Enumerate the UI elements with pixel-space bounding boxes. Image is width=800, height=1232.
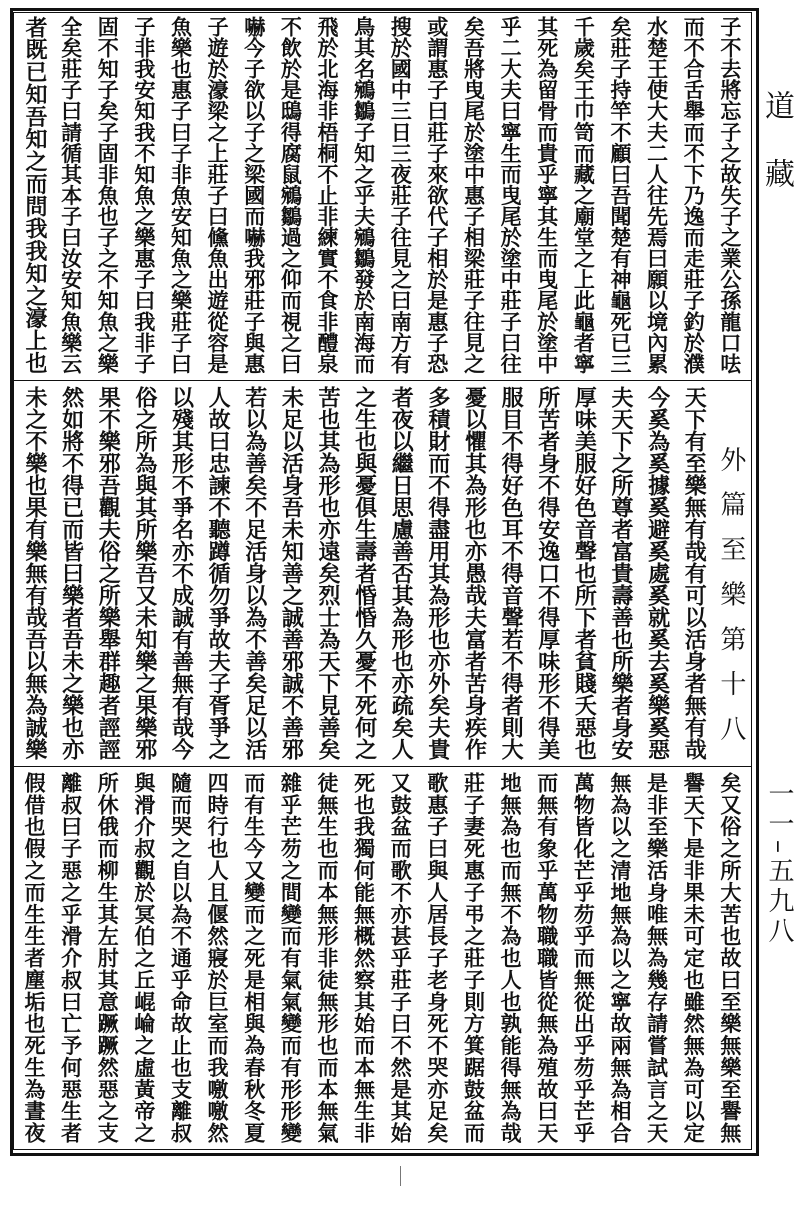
text-column: 與滑介叔觀於冥伯之丘崐崘之虛黃帝之	[131, 772, 157, 1144]
text-column: 全矣莊子曰請循其本子曰汝安知魚樂云	[58, 16, 84, 374]
text-column: 俗之所為與其所樂吾又未知樂之果樂邪	[131, 386, 158, 760]
text-column: 嚇今子欲以子之梁國而嚇我邪莊子與惠	[241, 16, 267, 374]
collection-name: 道藏	[759, 90, 794, 226]
text-column: 夫天下之所尊者富貴壽善也所樂者身安	[608, 386, 634, 760]
text-column: 假借也假之而生生者塵垢也死生為晝夜	[22, 772, 47, 1144]
panel-divider-2	[13, 766, 752, 767]
text-column: 服目不得好色耳不得音聲若不得者則大	[498, 386, 525, 760]
text-column: 而有生今又變而之死是相與為春秋冬夏	[241, 772, 267, 1144]
text-column: 矣吾將曳尾於塗中惠子相梁莊子往見之	[461, 16, 487, 374]
text-column: 今奚為奚據奚避奚處奚就奚去奚樂奚惡	[644, 386, 671, 760]
text-column: 果不樂邪吾觀夫俗之所樂舉群趣者誙誙	[95, 386, 122, 760]
text-column: 鳥其名鵷鶵子知之乎夫鵷鶵發於南海而	[351, 16, 377, 374]
text-panel-2	[18, 386, 747, 760]
text-column: 水楚王使大夫二人往先焉曰願以境內累	[644, 16, 670, 374]
text-column: 人故曰忠諫不聽蹲循勿爭故夫子胥爭之	[205, 386, 232, 760]
text-column: 矣又俗之所大苦也故曰至樂無樂至譽無	[717, 772, 743, 1144]
text-column: 多積財而不得盡用其為形也亦外矣夫貴	[424, 386, 451, 760]
text-column: 之生也與憂俱生壽者惛惛久憂不死何之	[351, 386, 378, 760]
text-column: 而不合舌舉而不下乃逸而走莊子釣於濮	[681, 16, 707, 374]
text-column: 所休俄而柳生其左肘其意蹶蹶然惡之支	[95, 772, 121, 1144]
text-column: 憂以懼其為形也亦愚哉夫富者苦身疾作	[461, 386, 488, 760]
text-column: 天下有至樂無有哉有可以活身者無有哉	[681, 386, 708, 760]
text-column: 不飲於是鴟得腐鼠鵷鶵過之仰而視之曰	[278, 16, 304, 374]
text-column: 離叔曰子惡之乎滑介叔曰亡予何惡生者	[58, 772, 84, 1144]
text-column: 者夜以繼日思慮善否其為形也亦疏矣人	[388, 386, 415, 760]
text-column: 莊子妻死惠子弔之莊子則方箕踞鼓盆而	[461, 772, 487, 1144]
text-column: 隨而哭之自以為不通乎命故止也支離叔	[168, 772, 194, 1144]
text-column: 死也我獨何能無概然察其始而本無生非	[351, 772, 377, 1144]
text-column: 是非至樂活身唯無為幾存請嘗試言之天	[644, 772, 670, 1144]
text-column: 然如將不得已而皆曰樂者吾未之樂也亦	[58, 386, 85, 760]
text-panel-1	[18, 16, 747, 374]
text-column: 未足以活身吾未知善之誠善邪誠不善邪	[278, 386, 305, 760]
text-panel-3	[18, 772, 747, 1144]
text-column: 四時行也人且偃然寢於巨室而我噭噭然	[205, 772, 231, 1144]
text-column: 子非我安知我不知魚之樂惠子曰我非子	[131, 16, 157, 374]
text-column: 厚味美服好色音聲也所下者貧賤夭惡也	[571, 386, 598, 760]
text-column: 乎二大夫曰寧生而曳尾於塗中莊子曰往	[498, 16, 524, 374]
text-column: 固不知子矣子固非魚也子之不知魚之樂	[95, 16, 121, 374]
text-column: 未之不樂也果有樂無有哉吾以無為誠樂	[22, 386, 48, 760]
text-column: 千歲矣王巾笥而藏之廟堂之上此龜者寧	[571, 16, 597, 374]
panel-divider-1	[13, 380, 752, 381]
text-column: 地無為也而無不為也人也孰能得無為哉	[498, 772, 524, 1144]
text-column: 若以為善矣不足活身以為不善矣足以活	[241, 386, 268, 760]
page-number: 一一–五九八	[764, 780, 794, 947]
text-column: 外篇至樂第十八	[715, 446, 746, 760]
text-column: 搜於國中三日三夜莊子往見之曰南方有	[388, 16, 414, 374]
text-column: 萬物皆化芒乎芴乎而無從出乎芴乎芒乎	[571, 772, 597, 1144]
text-column: 譽天下是非果未可定也雖然無為可以定	[681, 772, 707, 1144]
scan-mark	[400, 1166, 401, 1186]
text-column: 徒無生也而本無形非徒無形也而本無氣	[315, 772, 340, 1144]
text-column: 所苦者身不得安逸口不得厚味形不得美	[534, 386, 561, 760]
text-column: 苦也其為形也亦遠矣烈士為天下見善矣	[315, 386, 341, 760]
text-column: 或謂惠子曰莊子來欲代子相於是惠子恐	[424, 16, 450, 374]
text-column: 又鼓盆而歌不亦甚乎莊子曰不然是其始	[388, 772, 414, 1144]
text-column: 而無有象乎萬物職職皆從無為殖故曰天	[534, 772, 560, 1144]
text-column: 無為以之清地無為以之寧故兩無為相合	[608, 772, 633, 1144]
text-column: 者既已知吾知之而問我我知之濠上也	[22, 16, 48, 374]
text-column: 魚樂也惠子曰子非魚安知魚之樂莊子曰	[168, 16, 194, 374]
text-column: 歌惠子曰與人居長子老身死不哭亦足矣	[424, 772, 450, 1144]
text-column: 子不去將忘子之故失子之業公孫龍口呿	[717, 16, 743, 374]
text-column: 飛於北海非梧桐不止非練實不食非醴泉	[315, 16, 340, 374]
text-column: 雜乎芒芴之間變而有氣氣變而有形形變	[278, 772, 304, 1144]
text-column: 以殘其形不爭名亦不成誠有善無有哉今	[168, 386, 195, 760]
text-column: 矣莊子持竿不顧曰吾聞楚有神龜死已三	[608, 16, 633, 374]
text-column: 其死為留骨而貴乎寧其生而曳尾於塗中	[534, 16, 560, 374]
text-column: 子遊於濠梁之上莊子曰儵魚出遊從容是	[205, 16, 231, 374]
